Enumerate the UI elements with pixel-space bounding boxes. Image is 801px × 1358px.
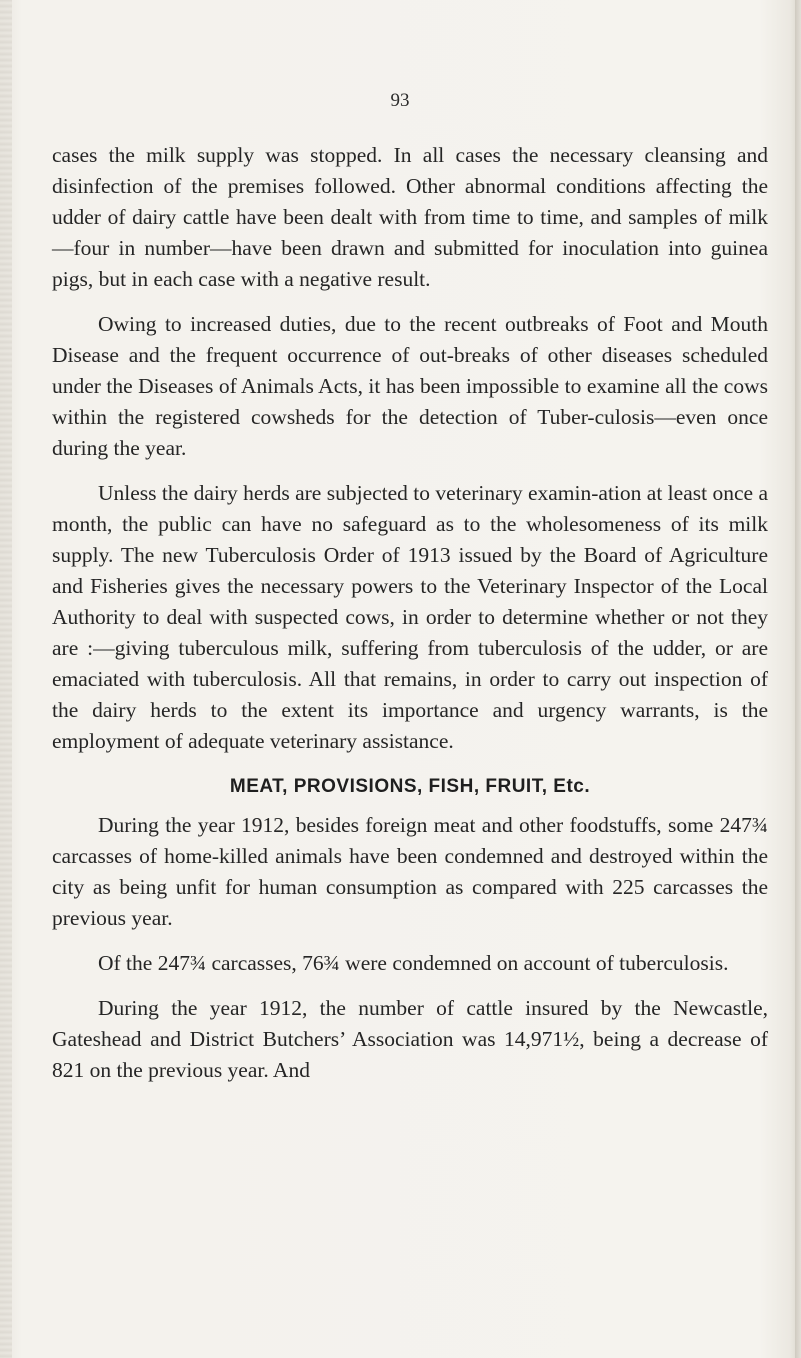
paragraph-foot-and-mouth: Owing to increased duties, due to the recent outbreaks of Foot and Mouth Disease and the frequent occurrence of out-breaks of other diseases scheduled under the Diseases of Animals Acts, it has been impossible to examine all the cows within the registered cowsheds for the detection of Tuber-culosis—even once during the year. — [52, 312, 768, 460]
section-heading-meat-provisions: MEAT, PROVISIONS, FISH, FRUIT, Etc. — [229, 776, 591, 797]
page-number: 93 — [390, 90, 410, 111]
body-text — [52, 140, 768, 1100]
paragraph-cattle-insured: During the year 1912, the number of cattle insured by the Newcastle, Gateshead and District Butchers’ Association was 14,971½, being a decrease of 821 on the previous year. And — [52, 996, 768, 1082]
paragraph-tuberculosis-carcasses: Of the 247¾ carcasses, 76¾ were condemned on account of tuberculosis. — [98, 951, 729, 975]
page-binding-edge — [0, 0, 12, 1358]
paragraph-milk-supply: cases the milk supply was stopped. In all cases the necessary cleansing and disinfection of the premises followed. Other abnormal conditions affecting the udder of dairy cattle have been dealt with from time to time, and samples of milk—four in number—have been drawn and submitted for inoculation into guinea pigs, but in each case with a negative result. — [52, 143, 768, 291]
page-right-edge — [795, 0, 801, 1358]
paragraph-veterinary-examination: Unless the dairy herds are subjected to veterinary examin-ation at least once a month, the public can have no safeguard as to the wholesomeness of its milk supply. The new Tuberculosis Order of 1913 issued by the Board of Agriculture and Fisheries gives the necessary powers to the Veterinary Inspector of the Local Authority to deal with suspected cows, in order to determine whether or not they are :—giving tuberculous milk, suffering from tuberculosis of the udder, or are emaciated with tuberculosis. All that remains, in order to carry out inspection of the dairy herds to the extent its importance and urgency warrants, is the employment of adequate veterinary assistance. — [52, 481, 768, 753]
paragraph-carcasses-condemned: During the year 1912, besides foreign meat and other foodstuffs, some 247¾ carcasses of home-killed animals have been condemned and destroyed within the city as being unfit for human consumption as compared with 225 carcasses the previous year. — [52, 813, 768, 930]
